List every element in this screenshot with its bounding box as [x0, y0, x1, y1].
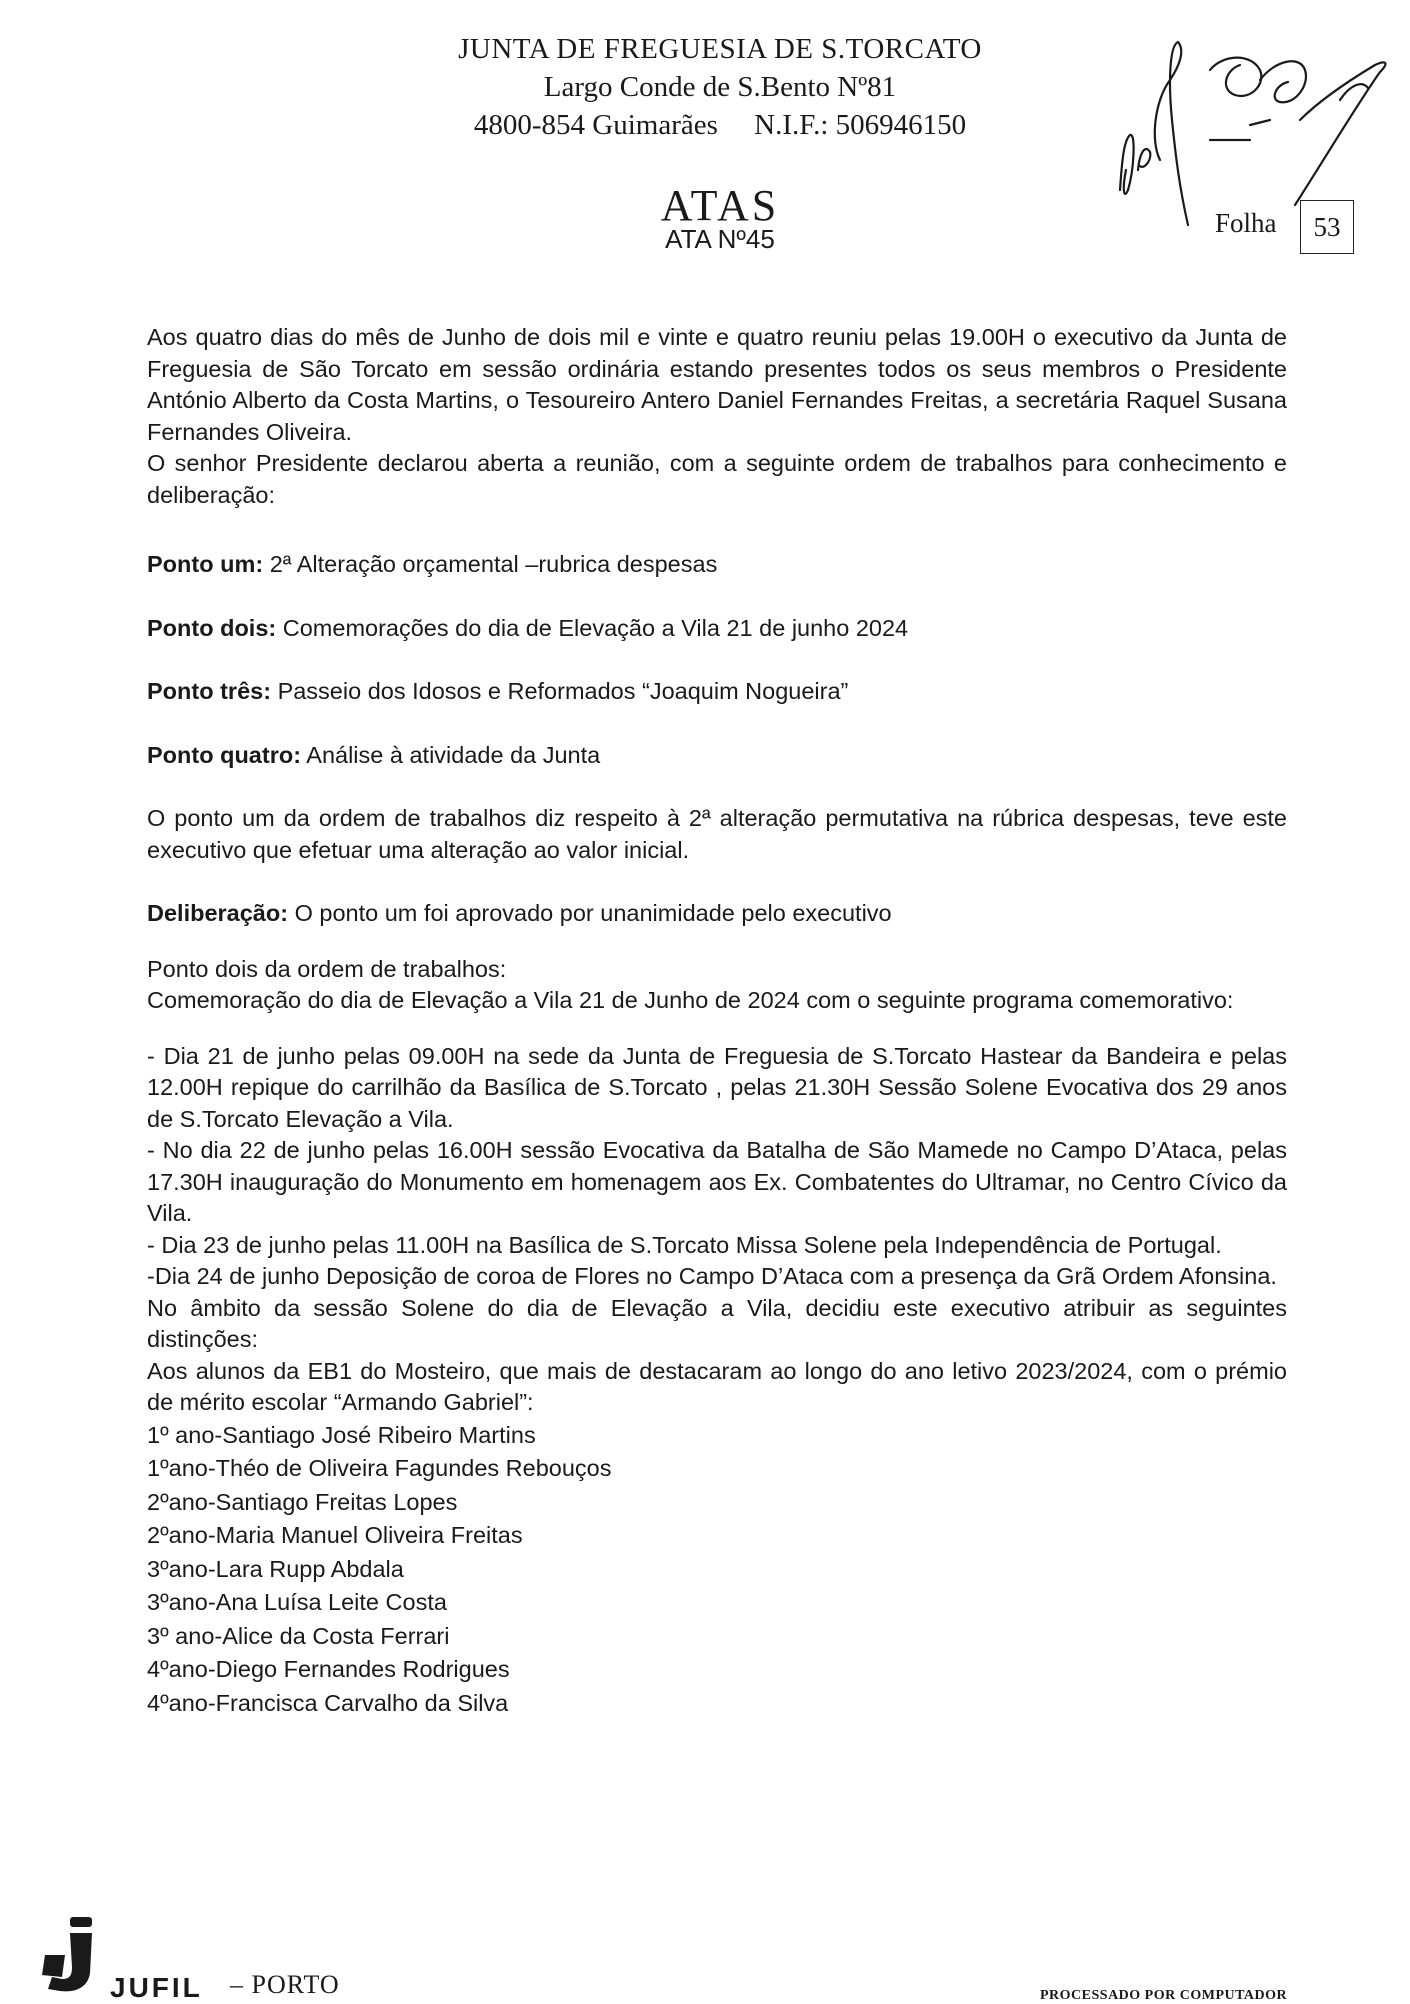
folha-label: Folha [1215, 208, 1277, 238]
agenda-item-2 [147, 613, 1287, 645]
agenda-label: Ponto três: [147, 678, 272, 704]
agenda-label: Ponto quatro: [147, 741, 302, 768]
deliberation-label: Deliberação: [147, 900, 289, 926]
list-item: 4ºano-Diego Fernandes Rodrigues [147, 1656, 510, 1682]
postal-nif [440, 106, 1000, 144]
document-title [600, 183, 840, 253]
address: Largo Conde de S.Bento Nº81 [543, 71, 897, 103]
org-name: JUNTA DE FREGUESIA DE S.TORCATO [458, 33, 982, 65]
list-item: 1ºano-Théo de Oliveira Fagundes Rebouços [147, 1455, 612, 1481]
intro-paragraph: Aos quatro dias do mês de Junho de dois mil e vinte e quatro reuniu pelas 19.00H o executivo da Junta de Freguesia de São Torcato em sessão ordinária estando presentes todos os seus membros o Presidente António Alberto da Costa Martins, o Tesoureiro Antero Daniel Fernandes Freitas, a secretária Raquel Susana Fernandes Oliveira. [147, 324, 1287, 445]
ponto-um-paragraph: O ponto um da ordem de trabalhos diz respeito à 2ª alteração permutativa na rúbrica despesas, teve este executivo que efetuar uma alteração ao valor inicial. [147, 805, 1287, 863]
jufil-logo-icon [40, 1915, 110, 1995]
distinctions-paragraph: No âmbito da sessão Solene do dia de Elevação a Vila, decidiu este executivo atribuir as seguintes distinções: [147, 1294, 1287, 1352]
program-item: - Dia 21 de junho pelas 09.00H na sede da Junta de Freguesia de S.Torcato Hastear da Bandeira e pelas 12.00H repique do carrilhão da Basílica de S.Torcato , pelas 21.30H Sessão Solene Evocativa dos 29 anos de S.Torcato Elevação a Vila. [147, 1042, 1287, 1132]
program-item: - No dia 22 de junho pelas 16.00H sessão Evocativa da Batalha de São Mamede no Campo D’Ataca, pelas 17.30H inauguração do Monumento em homenagem aos Ex. Combatentes do Ultramar, no Centro Cívico da Vila. [147, 1137, 1287, 1226]
agenda-label: Ponto dois: [147, 614, 277, 641]
list-item: 4ºano-Francisca Carvalho da Silva [147, 1689, 509, 1716]
deliberation-text: O ponto um foi aprovado por unanimidade pelo executivo [294, 900, 892, 926]
list-item: 1º ano-Santiago José Ribeiro Martins [147, 1421, 536, 1448]
list-item: 2ºano-Santiago Freitas Lopes [147, 1488, 458, 1515]
list-item: 3ºano-Lara Rupp Abdala [147, 1555, 404, 1582]
title-atas: ATAS [660, 181, 780, 230]
nif: N.I.F.: 506946150 [754, 109, 967, 141]
agenda-label: Ponto um: [147, 551, 264, 577]
minutes-body [147, 322, 1287, 1720]
ponto-dois-intro: Comemoração do dia de Elevação a Vila 21 de Junho de 2024 com o seguinte programa comemorativo: [147, 987, 1234, 1013]
footer-processed-note: PROCESSADO POR COMPUTADOR [1040, 1988, 1288, 2003]
opening-paragraph: O senhor Presidente declarou aberta a reunião, com a seguinte ordem de trabalhos para conhecimento e deliberação: [147, 450, 1287, 508]
list-item: 2ºano-Maria Manuel Oliveira Freitas [147, 1522, 523, 1548]
deliberation [147, 898, 1287, 930]
program-item: - Dia 23 de junho pelas 11.00H na Basílica de S.Torcato Missa Solene pela Independência de Portugal. [147, 1231, 1222, 1258]
postal-code: 4800-854 Guimarães [473, 109, 718, 141]
program-item: -Dia 24 de junho Deposição de coroa de Flores no Campo D’Ataca com a presença da Grã Ordem Afonsina. [147, 1263, 1277, 1289]
agenda-text: Passeio dos Idosos e Reformados “Joaquim Nogueira” [277, 678, 849, 704]
list-item: 3ºano-Ana Luísa Leite Costa [147, 1589, 447, 1615]
agenda-text: 2ª Alteração orçamental –rubrica despesas [269, 551, 718, 577]
footer-city: – PORTO [230, 1970, 340, 1999]
folha-number: 53 [1300, 200, 1354, 254]
title-ata-number: ATA Nº45 [665, 224, 775, 254]
student-list [147, 1419, 1287, 1721]
agenda-text: Análise à atividade da Junta [306, 741, 601, 768]
merit-award-paragraph: Aos alunos da EB1 do Mosteiro, que mais de destacaram ao longo do ano letivo 2023/2024, com o prémio de mérito escolar “Armando Gabriel”: [147, 1357, 1287, 1415]
agenda-item-3 [147, 676, 1287, 708]
agenda-text: Comemorações do dia de Elevação a Vila 21 de junho 2024 [282, 614, 909, 641]
list-item: 3º ano-Alice da Costa Ferrari [147, 1622, 450, 1649]
letterhead [440, 30, 1000, 144]
agenda-item-4 [147, 740, 1287, 772]
footer-brand: JUFIL [110, 1972, 203, 2003]
agenda-item-1 [147, 549, 1287, 581]
ponto-dois-heading: Ponto dois da ordem de trabalhos: [147, 955, 507, 982]
